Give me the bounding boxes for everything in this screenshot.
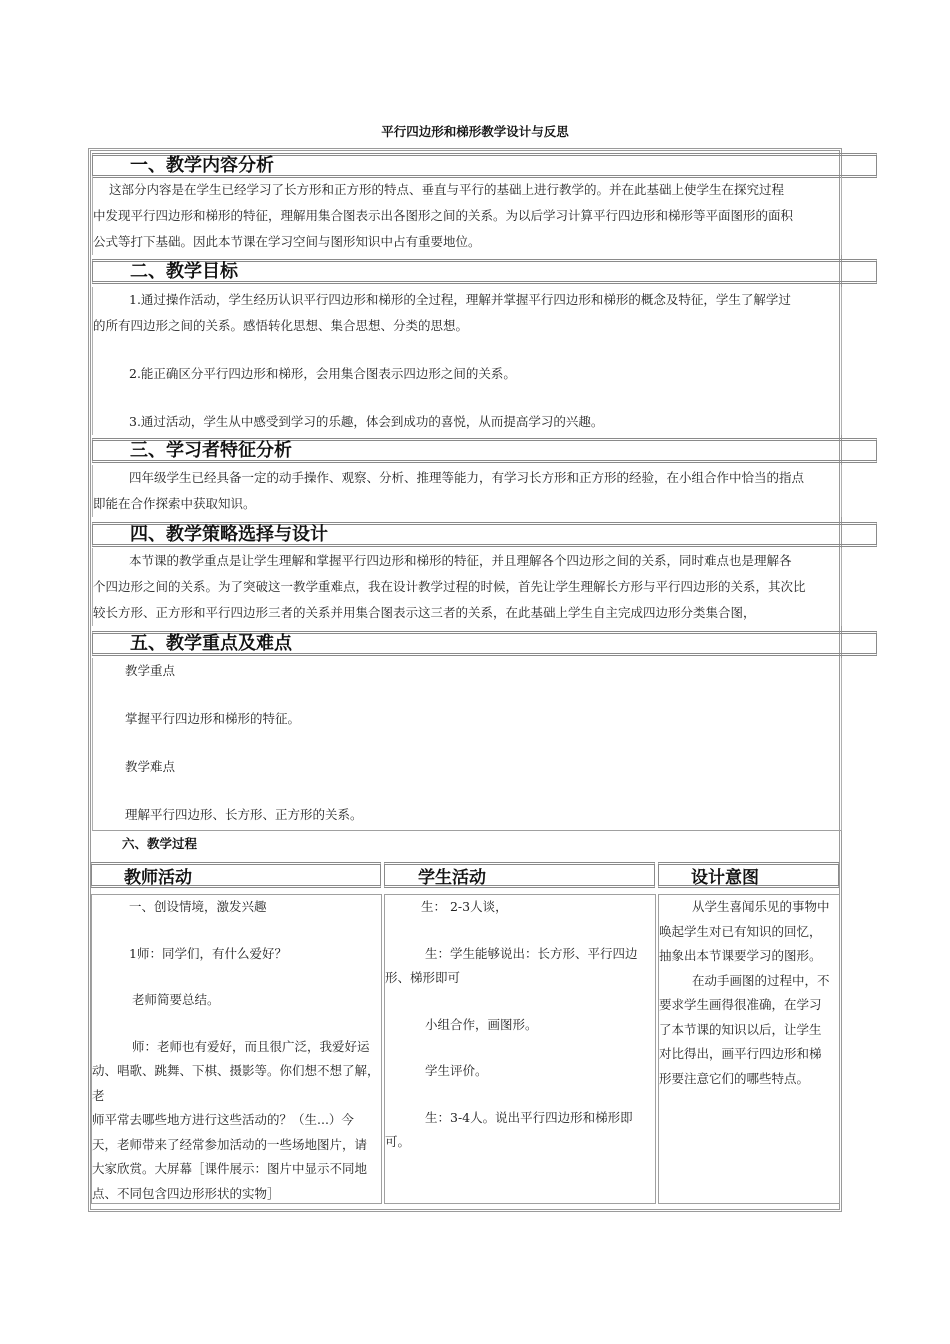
section-heading-key-points: 五、教学重点及难点	[92, 631, 877, 656]
section-heading-teaching-goals: 二、教学目标	[92, 259, 877, 284]
text-line: 较长方形、正方形和平行四边形三者的关系并用集合图表示这三者的关系，在此基础上学生自主完成四边形分类集合图，	[93, 605, 756, 620]
section-heading-strategy: 四、教学策略选择与设计	[92, 522, 877, 547]
text-line: 四年级学生已经具备一定的动手操作、观察、分析、推理等能力，有学习长方形和正方形的经验，在小组合作中恰当的指点	[129, 470, 805, 485]
text-line: 小组合作，画图形。	[425, 1016, 538, 1032]
text-line: 师：老师也有爱好，而且很广泛，我爱好运	[132, 1038, 370, 1054]
section-body-learner-analysis	[92, 465, 842, 517]
design-intent-cell	[658, 894, 840, 1204]
text-line: 从学生喜闻乐见的事物中	[692, 899, 830, 914]
text-line: 可。	[385, 1134, 411, 1149]
text-line: 本节课的教学重点是让学生理解和掌握平行四边形和梯形的特征，并且理解各个四边形之间的关系，同时难点也是理解各	[129, 553, 792, 568]
text-line: 个四边形之间的关系。为了突破这一教学重难点，我在设计教学过程的时候，首先让学生理解长方形与平行四边形的关系，其次比	[93, 579, 806, 594]
text-line: 唤起学生对已有知识的回忆，	[659, 923, 822, 939]
text-line: 一、创设情境，激发兴趣	[129, 899, 267, 914]
text-line: 1.通过操作活动，学生经历认识平行四边形和梯形的全过程，理解并掌握平行四边形和梯形的概念及特征，学生了解学过	[129, 292, 791, 307]
text-line: 生：3-4人。说出平行四边形和梯形即	[425, 1109, 633, 1125]
text-line: 的所有四边形之间的关系。感悟转化思想、集合思想、分类的思想。	[93, 318, 469, 333]
text-line: 3.通过活动，学生从中感受到学习的乐趣，体会到成功的喜悦，从而提高学习的兴趣。	[129, 414, 604, 429]
text-line: 掌握平行四边形和梯形的特征。	[125, 711, 301, 726]
text-line: 生：学生能够说出：长方形、平行四边	[425, 945, 638, 961]
text-line: 即能在合作探索中获取知识。	[93, 496, 256, 511]
text-line: 生： 2-3人谈，	[421, 899, 508, 914]
text-line: 老师简要总结。	[132, 992, 220, 1007]
text-line: 教学难点	[125, 759, 176, 774]
text-line: 教学重点	[125, 663, 176, 678]
text-line: 公式等打下基础。因此本节课在学习空间与图形知识中占有重要地位。	[93, 234, 481, 249]
column-header-intent: 设计意图	[658, 862, 839, 888]
text-line: 学生评价。	[425, 1063, 488, 1078]
text-line: 动、唱歌、跳舞、下棋、摄影等。你们想不想了解，老	[92, 1063, 380, 1103]
text-line: 理解平行四边形、长方形、正方形的关系。	[125, 807, 363, 822]
text-line: 点、不同包含四边形形状的实物］	[92, 1185, 280, 1201]
text-line: 要求学生画得很准确，在学习	[659, 997, 822, 1012]
text-line: 在动手画图的过程中，不	[692, 972, 830, 988]
text-line: 天，老师带来了经常参加活动的一些场地图片，请	[92, 1136, 368, 1152]
text-line: 形、梯形即可	[385, 970, 461, 985]
section-heading-content-analysis: 一、教学内容分析	[92, 153, 877, 178]
text-line: 了本节课的知识以后，让学生	[659, 1021, 822, 1037]
text-line: 对比得出，画平行四边形和梯	[659, 1046, 822, 1061]
text-line: 2.能正确区分平行四边形和梯形，会用集合图表示四边形之间的关系。	[129, 366, 516, 381]
student-activity-cell	[384, 894, 656, 1204]
teacher-activity-cell	[91, 894, 382, 1204]
text-line: 中发现平行四边形和梯形的特征，理解用集合图表示出各图形之间的关系。为以后学习计算平行四边形和梯形等平面图形的面积	[93, 208, 794, 223]
document-title: 平行四边形和梯形教学设计与反思	[381, 124, 569, 139]
section-body-teaching-goals	[92, 287, 842, 435]
column-header-student: 学生活动	[384, 862, 655, 888]
section-body-strategy	[92, 548, 842, 626]
text-line: 形要注意它们的哪些特点。	[659, 1070, 810, 1086]
text-line: 师平常去哪些地方进行这些活动的？（生...）今	[92, 1112, 354, 1127]
text-line: 这部分内容是在学生已经学习了长方形和正方形的特点、垂直与平行的基础上进行教学的。并在此基础上使学生在探究过程	[109, 182, 785, 197]
text-line: 1师：同学们，有什么爱好？	[129, 945, 287, 961]
text-line: 大家欣赏。大屏幕［课件展示：图片中显示不同地	[92, 1161, 368, 1176]
column-header-teacher: 教师活动	[91, 862, 381, 888]
section-body-content-analysis	[92, 177, 842, 255]
section-body-key-points	[92, 658, 842, 831]
section-heading-teaching-process: 六、教学过程	[122, 836, 198, 851]
section-heading-learner-analysis: 三、学习者特征分析	[92, 438, 877, 463]
text-line: 抽象出本节课要学习的图形。	[659, 948, 822, 963]
